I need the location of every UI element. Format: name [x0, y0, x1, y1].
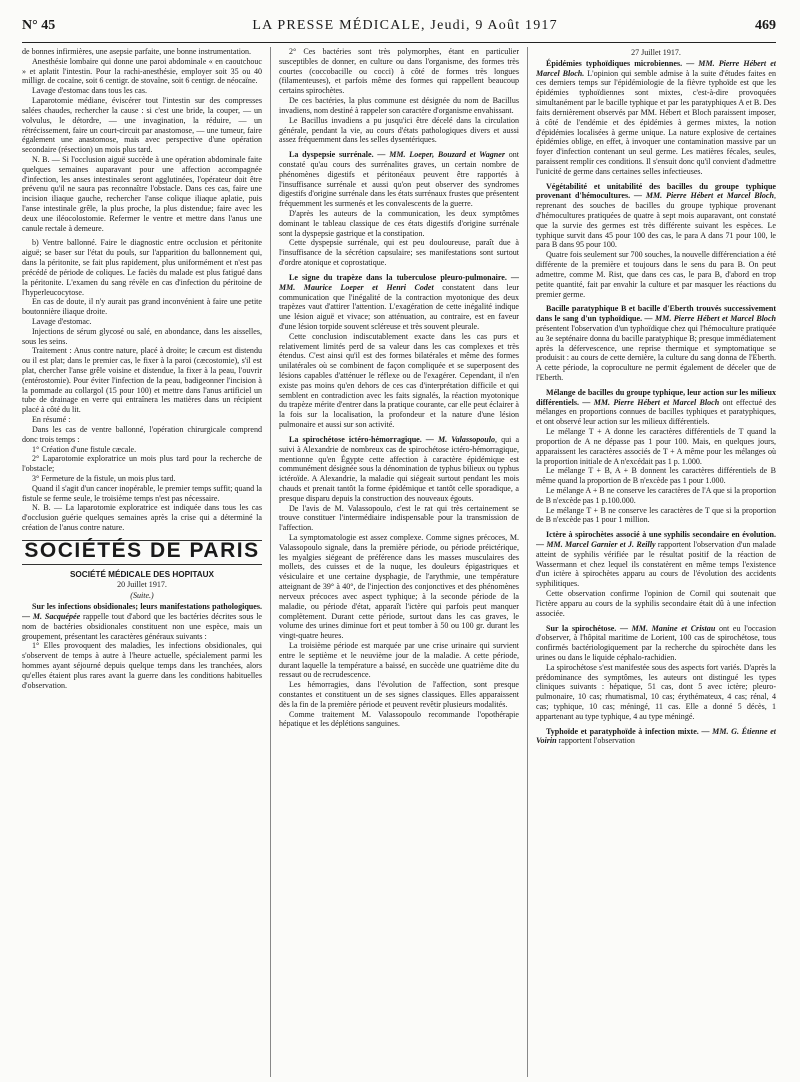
page-number: 469: [755, 18, 776, 33]
paragraph: Lavage d'estomac dans tous les cas.: [32, 86, 147, 96]
article-title: Ictère à spirochètes associé à une syphilis secondaire en évolution.: [546, 530, 776, 540]
session-date: 27 Juillet 1917.: [631, 48, 681, 57]
running-header: [22, 18, 776, 43]
article: [536, 388, 776, 427]
article: [279, 273, 519, 332]
article-title: La spirochétose ictéro-hémorragique.: [289, 434, 422, 444]
article: [536, 182, 776, 251]
paragraph: de bonnes infirmières, une asepsie parfaite, une bonne instrumentation.: [22, 47, 252, 56]
article-title: Sur les infections obsidionales; leurs manifestations pathologiques.: [32, 602, 262, 612]
list-item: 1° Elles provoquent des maladies, les infections obsidionales, qui s'observent de temps à autre à l'heure actuelle, spécialement parmi les hommes ayant séjourné depuis quelque temps dans les tranchées, alors qu'elles étaient plus rares avant la guerre dans les conditions habituelles d'observation.: [22, 641, 262, 690]
paragraph: Quand il s'agit d'un cancer inopérable, le premier temps suffit; quand la fistule se ferme seule, le troisième temps n'est pas nécessaire.: [22, 483, 262, 503]
article-text: L'opinion qui semble admise à la suite d'études faites en ces derniers temps sur l'épidémiologie de la fièvre typhoïde est que les épidémies typhoïdiennes sont mixtes, c'est-à-dire provoquées simultanément par le bacille typhique et par les paratyphiques A et B. Des faits dernièrement observés par MM. Hébert et Bloch paraissent imposer, à côté de l'endémie et des épidémies à germes mixtes, la notion d'épidémies localisées à germe unique. La nature explosive de certaines épidémies oblige, en effet, à invoquer une contamination massive par un foyer d'infection contenant un seul germe. Les matières fécales, seules, paraissent remplir ces conditions. Il s'ensuit donc qu'il convient d'admettre l'unicité de germe dans certaines selles infectieuses.: [536, 68, 776, 176]
article-title: Le signe du trapèze dans la tuberculose pleuro-pulmonaire.: [289, 272, 507, 282]
column-rule: [527, 47, 528, 1077]
paragraph: Cette conclusion indiscutablement exacte dans les cas purs et relativement limités perd de sa valeur dans les cas complexes et très étendus. C'est ainsi qu'il est des formes bilatérales et même des formes unilatérales où se combinent de façon compliquée et se superposent des lésions capables d'atténuer le réflexe ou de l'exagérer. Cependant, il n'en existe pas moins qu'en dehors de ces cas d'interprétation difficile et qui semblent en contradiction avec les faits signalés, la réaction myotonique du trapèze mérite d'entrer dans la pratique courante, car elle peut éclairer à la fois sur la localisation, la profondeur et la nature d'une lésion pulmonaire et aussi sur son activité.: [279, 331, 519, 430]
list-item: 3° Fermeture de la fistule, un mois plus tard.: [32, 473, 176, 483]
article-author: — MM. Marcel Garnier et J. Reilly: [536, 540, 656, 549]
article: [536, 530, 776, 589]
continued-note: (Suite.): [130, 591, 154, 601]
paragraph: Comme traitement M. Valassopoulo recommande l'opothérapie hépatique et les déplétions sanguines.: [279, 709, 519, 729]
paragraph: D'après les auteurs de la communication, les deux symptômes dominant le tableau classique de ces états digestifs d'origine surrénale sont la dyspepsie gastrique et la constipation.: [279, 209, 519, 238]
article-author: — MM. Pierre Hébert et Marcel Bloch: [633, 191, 774, 201]
article-text: , reprenant des souches de bacilles du groupe typhique provenant d'hémocultures pratiquées de quatre à sept mois auparavant, ont constaté que la survie des germes est très différente suivant les espèces. Le typhique survit dans 45 pour 100 des cas, le para A dans 71 pour 100, le para B dans 95 pour 100.: [536, 191, 776, 250]
article-author: — MM. Pierre Hébert et Marcel Bloch.: [536, 58, 776, 78]
article-author: — M. Valassopoulo: [425, 434, 496, 444]
article-text: ont eu l'occasion d'observer, à l'hôpital maritime de Lorient, 100 cas de spirochétose, tous confirmés bactériologiquement par la recherche du spirochète dans les urines ou dans le liquide céphalo-rachidien.: [536, 623, 776, 662]
list-item: 2° Laparotomie exploratrice un mois plus tard pour la recherche de l'obstacle;: [22, 454, 262, 474]
paragraph: 2° Ces bactéries sont très polymorphes, étant en particulier susceptibles de donner, en culture ou dans l'organisme, des formes très courtes (coccobacille ou cocci) à côté de formes très longues (filamenteuses), et parfois même des formes qui rappellent beaucoup certains spirochètes.: [279, 47, 519, 96]
paragraph: Cette dyspepsie surrénale, qui est peu douloureuse, paraît due à l'insuffisance de la sécrétion capsulaire; ses manifestations sont surtout d'ordre atonique et coprostatique.: [279, 238, 519, 268]
session-date: 20 Juillet 1917.: [117, 580, 167, 590]
section-title: SOCIÉTÉS DE PARIS: [24, 538, 260, 562]
article-text: constatent dans leur communication que l'inégalité de la contraction myotonique des deux trapèzes vaut d'attirer l'attention. L'exagération de cette inégalité indique une lésion aiguë et vivace; son atténuation, au contraire, est en faveur d'une lésion torpide souvent scléreuse et très souvent pleurale.: [279, 282, 519, 331]
article-title: Typhoïde et paratyphoïde à infection mixte.: [546, 726, 699, 736]
paragraph: Injections de sérum glycosé ou salé, en abondance, dans les aisselles, sous les seins.: [22, 326, 262, 346]
article-author: — MM. Maurice Loeper et Henri Codet: [279, 272, 519, 292]
article: [536, 624, 776, 663]
list-item: 1° Création d'une fistule cæcale.: [32, 444, 137, 454]
paragraph: Anesthésie lombaire qui donne une paroi abdominale « en caoutchouc » et aplatit l'intestin. Pour la rachi-anesthésie, employer soit 35 ou 40 milligr. de cocaïne, soit 6 centigr. de stovaïne, soit 6 centigr. de néocaïne.: [22, 56, 262, 86]
article-title: Épidémies typhoïdiques microbiennes.: [546, 58, 683, 68]
section-banner: [22, 540, 262, 565]
paragraph: Le mélange A + B ne conserve les caractères de l'A que si la proportion de B n'excède pas 1 p.100.000.: [536, 485, 776, 505]
article-text: , qui a suivi à Alexandrie de nombreux cas de spirochétose ictéro-hémorragique, mentionne qu'en Égypte cette affection à caractère épidémique est communément désignée sous la dénomination de typhus bilieux ou typhus ictéroïde. A Alexandrie, la maladie qui siégeait surtout pendant les mois chauds et prenait tantôt la forme épidémique et tantôt celle sporadique, a presque disparu depuis la construction des nouveaux égouts.: [279, 434, 519, 503]
article-author: — MM. Loeper, Bouzard et Wagner: [377, 150, 505, 160]
paragraph: N. B. — La laparotomie exploratrice est indiquée dans tous les cas d'occlusion guérie quelques semaines après la crise qui a déterminé la création de l'anus contre nature.: [22, 503, 262, 532]
article-author: — M. Sacquépée: [22, 611, 81, 621]
column-1: [22, 47, 262, 1077]
article-author: — MM. G. Étienne et Voirin: [536, 726, 776, 746]
article-title: La dyspepsie surrénale.: [289, 150, 374, 160]
paragraph: En résumé :: [32, 415, 71, 425]
paragraph: Traitement : Anus contre nature, placé à droite; le cæcum est distendu ou il est plat; dans le premier cas, le fixer à la paroi (cæcostomie), s'il est plat, chercher l'anse grêle voisine et distendue, la fixer à la peau, l'ouvrir (entérostomie). Pour éviter l'infection de la peau, badigeonner l'incision à la pommade au collargol (15 pour 100) et mettre dans l'anus artificiel un tube de drainage en verre qui entraînera les matières dans un récipient placé à côté du lit.: [22, 346, 262, 415]
article: [536, 304, 776, 383]
article-title: Végétabilité et unitabilité des bacilles du groupe typhique provenant d'hémocultures.: [536, 181, 776, 201]
paragraph: De l'avis de M. Valassopoulo, c'est le rat qui très certainement se trouve constituer l'intermédiaire indispensable pour la transmission de l'affection.: [279, 503, 519, 533]
paragraph: Le mélange T + B ne conserve les caractères de T que si la proportion de B n'excède pas 1 pour 1 million.: [536, 505, 776, 525]
article-text: rappelle tout d'abord que les bactéries décrites sous le nom de bactéries obsidionales constituent non une espèce, mais un groupement, présentant les caractères généraux suivants :: [22, 611, 262, 641]
paragraph: Les hémorragies, dans l'évolution de l'affection, sont presque constantes et constituent un de ses signes classiques. Elles apparaissent dès la fin de la première période et peuvent revêtir plusieurs modalités.: [279, 680, 519, 709]
paragraph: N. B. — Si l'occlusion aiguë succède à une opération abdominale faite quelques semaines auparavant pour une affection accompagnée d'infection, les anses intestinales seront agglutinées, l'opérateur doit être prévenu qu'il ne saura pas reconnaître l'obstacle. Dans ces cas, faire une incision iliaque gauche, rechercher l'anse colique iliaque aplatie, puis l'anse intestinale grêle, la plus proche, la plus distendue; faire avec les deux une iléocolostomie. Refermer le ventre et mettre dans l'anus une canule rectale à demeure.: [22, 154, 262, 233]
paragraph: Le mélange T + A donne les caractères différentiels de T quand la proportion de A ne dépasse pas 1 pour 100. Mais, en quelques jours, apparaissent les caractères associés de T + A même pour les mélanges où la proportion initiale de A n'excédait pas 1 p. 1.000.: [536, 427, 776, 466]
article: [536, 59, 776, 177]
article-text: ont constaté qu'au cours des surrénalites graves, un certain nombre de phénomènes digestifs et péritonéaux peuvent être rapportés à l'insuffisance surrénale et aussi qu'on peut observer des syndromes digestifs d'origine surrénale dans les états surrénaux frustes que présentent fréquemment les surmenés et les convalescents de la guerre.: [279, 150, 519, 209]
article-text: rapportent l'observation: [556, 736, 635, 746]
article-text: présentent l'observation d'un typhoïdique chez qui l'hémoculture pratiquée au 3e septénaire donna du bacille paratyphique B; presque immédiatement après la défervescence, une reprise thermique et symptomatique se produisit : au cours de cette dernière, la culture du sang donna de l'Eberth. A cette période, la coproculture ne permit également de déceler que de l'Eberth.: [536, 323, 776, 382]
paragraph: De ces bactéries, la plus commune est désignée du nom de Bacillus invadiens, nom destiné à rappeler son caractère d'organisme envahissant.: [279, 96, 519, 115]
article: [279, 150, 519, 209]
issue-number: N° 45: [22, 18, 56, 33]
article-title: Sur la spirochétose.: [546, 623, 617, 633]
paragraph: Cette observation confirme l'opinion de Cornil qui soutenait que l'ictère apparu au cours de la syphilis secondaire était dû à une infection associée.: [536, 589, 776, 618]
paragraph: Laparotomie médiane, éviscérer tout l'intestin sur des compresses salées chaudes, rechercher la cause : si c'est une bride, la couper, — un volvulus, le détordre, — une invagination, la réduire, — un rétrécissement, faire un court-circuit par anastomose, — une tumeur, faire également une anastomose, mais avec perspective d'une opération secondaire (résection) un mois plus tard.: [22, 96, 262, 155]
journal-title: LA PRESSE MÉDICALE, Jeudi, 9 Août 1917: [252, 18, 558, 33]
paragraph: b) Ventre ballonné. Faire le diagnostic entre occlusion et péritonite aiguë; se baser sur l'état du pouls, sur l'apparition du ballonnement qui, dans la péritonite, se fait plus rapidement, plus uniformément et n'est pas précédé de période de coliques. Le faciès du malade est plus fatigué dans la péritonite. L'examen du sang révèle en cas d'infection du péritoine de l'hyperleucocytose.: [22, 238, 262, 297]
society-name: SOCIÉTÉ MÉDICALE DES HOPITAUX: [69, 569, 215, 579]
column-3: [536, 47, 776, 1077]
article-author: — MM. Pierre Hébert et Marcel Bloch: [582, 397, 720, 407]
article: [279, 435, 519, 504]
paragraph: En cas de doute, il n'y aurait pas grand inconvénient à faire une petite boutonnière iliaque droite.: [22, 297, 262, 317]
article-text: rapportent l'observation d'un malade atteint de syphilis vérifiée par le résultat positif de la réaction de Wassermann et chez lequel ils constatèrent en même temps l'existence d'un ictère à spirochètes apparu au cours de l'évolution des accidents syphilitiques.: [536, 540, 776, 589]
article-title: Bacille paratyphique B et bacille d'Eberth trouvés successivement dans le sang d'un typhoïdique.: [536, 304, 776, 324]
paragraph: Le Bacillus invadiens a pu jusqu'ici être décelé dans la circulation générale, pendant la vie, au cours d'états pathologiques divers et aussi assez fréquemment dans les selles dysentériques.: [279, 115, 519, 145]
paragraph: Le mélange T + B, A + B donnent les caractères différentiels de B même quand la proportion de B n'excède pas 1 pour 1.000.: [536, 466, 776, 486]
paragraph: La symptomatologie est assez complexe. Comme signes précoces, M. Valassopoulo signale, dans la première période, ou période préictérique, les myalgies siégeant de préférence dans les masses musculaires des mollets, des cuisses et de la nuque, les douleurs épigastriques et vésiculaire et une certaine dysphagie, de l'arythmie, une température atteignant de 39° à 40°, de l'injection des conjonctives et des phénomènes nerveux précoces avec aspect typhique; à la seconde période de la maladie, ou période d'état, apparaît l'ictère qui parfois peut manquer complètement. Durant cette période, surtout dans les cas graves, le volume des urines diminue fort et peut tomber à 50 ou 100 gr. durant les vingt-quatre heures.: [279, 533, 519, 641]
article-text: ont effectué des mélanges en proportions connues de bacilles typhiques et paratyphiques, et ont observé leur action sur les milieux différentiels.: [536, 397, 776, 427]
paragraph: Dans les cas de ventre ballonné, l'opération chirurgicale comprend donc trois temps :: [22, 424, 262, 444]
article: [22, 602, 262, 641]
paragraph: Lavage d'estomac.: [32, 316, 92, 326]
article-author: — MM. Pierre Hébert et Marcel Bloch: [644, 314, 776, 324]
column-rule: [270, 47, 271, 1077]
article: [536, 727, 776, 747]
article-author: — MM. Manine et Cristau: [619, 623, 716, 633]
paragraph: Quatre fois seulement sur 700 souches, la nouvelle différenciation a été différente de la première et toujours dans le sens du para B. On peut admettre, comme M. Rist, que dans ces cas, le para B, d'abord en trop petite quantité, fait par envahir la culture et par masquer les réactions du premier germe.: [536, 250, 776, 299]
paragraph: La spirochétose s'est manifestée sous des aspects fort variés. D'après la prédominance des symptômes, les auteurs ont distingué les types cliniques suivants : hépatique, 51 cas, dont 5 avec ictère; pleuro-pulmonaire, 10 cas; rhumatismal, 10 cas; érythémateux, 4 cas; rénal, 4 cas; typhique, 10 cas; méningé, 11 cas. Elle a donné 5 décès, 1 appartenant au type typhique, 4 au type méningé.: [536, 662, 776, 721]
article-title: Mélange de bacilles du groupe typhique, leur action sur les milieux différentiels.: [536, 387, 776, 407]
paragraph: La troisième période est marquée par une crise urinaire qui survient entre le septième et le neuvième jour de la maladie. A cette période, durant laquelle la température a baissé, en succède une quatrième dite du ressaut ou de recrudescence.: [279, 640, 519, 680]
column-2: [279, 47, 519, 1077]
